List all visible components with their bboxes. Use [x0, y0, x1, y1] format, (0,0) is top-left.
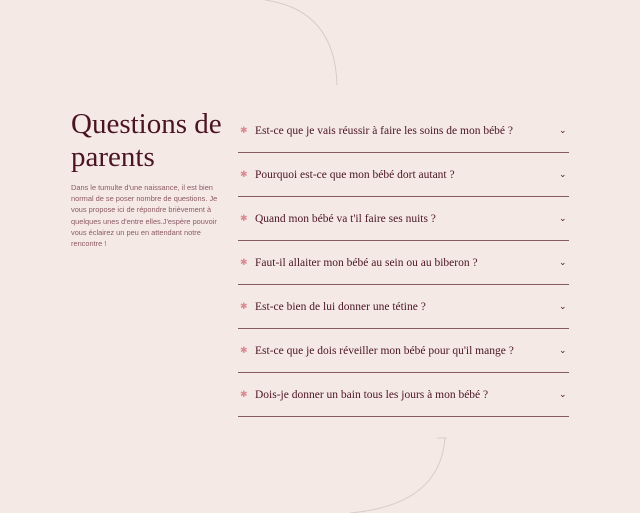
faq-question: Est-ce bien de lui donner une tétine ?	[255, 300, 426, 313]
faq-item[interactable]	[238, 197, 569, 241]
faq-question: Quand mon bébé va t'il faire ses nuits ?	[255, 212, 436, 225]
faq-list	[238, 109, 569, 417]
faq-question: Est-ce que je dois réveiller mon bébé pour qu'il mange ?	[255, 344, 514, 357]
faq-question: Faut-il allaiter mon bébé au sein ou au biberon ?	[255, 256, 478, 269]
intro-text: Dans le tumulte d'une naissance, il est bien normal de se poser nombre de questions. Je vous propose ici de répondre brièvement à quelques unes d'entre elles.J'espère pouvoir vous éclairez un peu en attendant notre rencontre !	[71, 183, 218, 249]
chevron-down-icon[interactable]: ⌄	[559, 125, 567, 136]
asterisk-icon: ✱	[240, 125, 248, 136]
asterisk-icon: ✱	[240, 213, 248, 224]
chevron-down-icon[interactable]: ⌄	[559, 213, 567, 224]
faq-item[interactable]	[238, 329, 569, 373]
faq-question: Pourquoi est-ce que mon bébé dort autant ?	[255, 168, 455, 181]
chevron-down-icon[interactable]: ⌄	[559, 257, 567, 268]
chevron-down-icon[interactable]: ⌄	[559, 389, 567, 400]
faq-item[interactable]	[238, 109, 569, 153]
page-title: Questions de parents	[71, 108, 222, 173]
faq-question: Est-ce que je vais réussir à faire les soins de mon bébé ?	[255, 124, 514, 137]
asterisk-icon: ✱	[240, 169, 248, 180]
asterisk-icon: ✱	[240, 345, 248, 356]
faq-item[interactable]	[238, 241, 569, 285]
asterisk-icon: ✱	[240, 301, 248, 312]
chevron-down-icon[interactable]: ⌄	[559, 345, 567, 356]
asterisk-icon: ✱	[240, 389, 248, 400]
chevron-down-icon[interactable]: ⌄	[559, 169, 567, 180]
faq-item[interactable]	[238, 373, 569, 417]
faq-item[interactable]	[238, 285, 569, 329]
faq-item[interactable]	[238, 153, 569, 197]
faq-question: Dois-je donner un bain tous les jours à mon bébé ?	[255, 388, 489, 401]
asterisk-icon: ✱	[240, 257, 248, 268]
chevron-down-icon[interactable]: ⌄	[559, 301, 567, 312]
